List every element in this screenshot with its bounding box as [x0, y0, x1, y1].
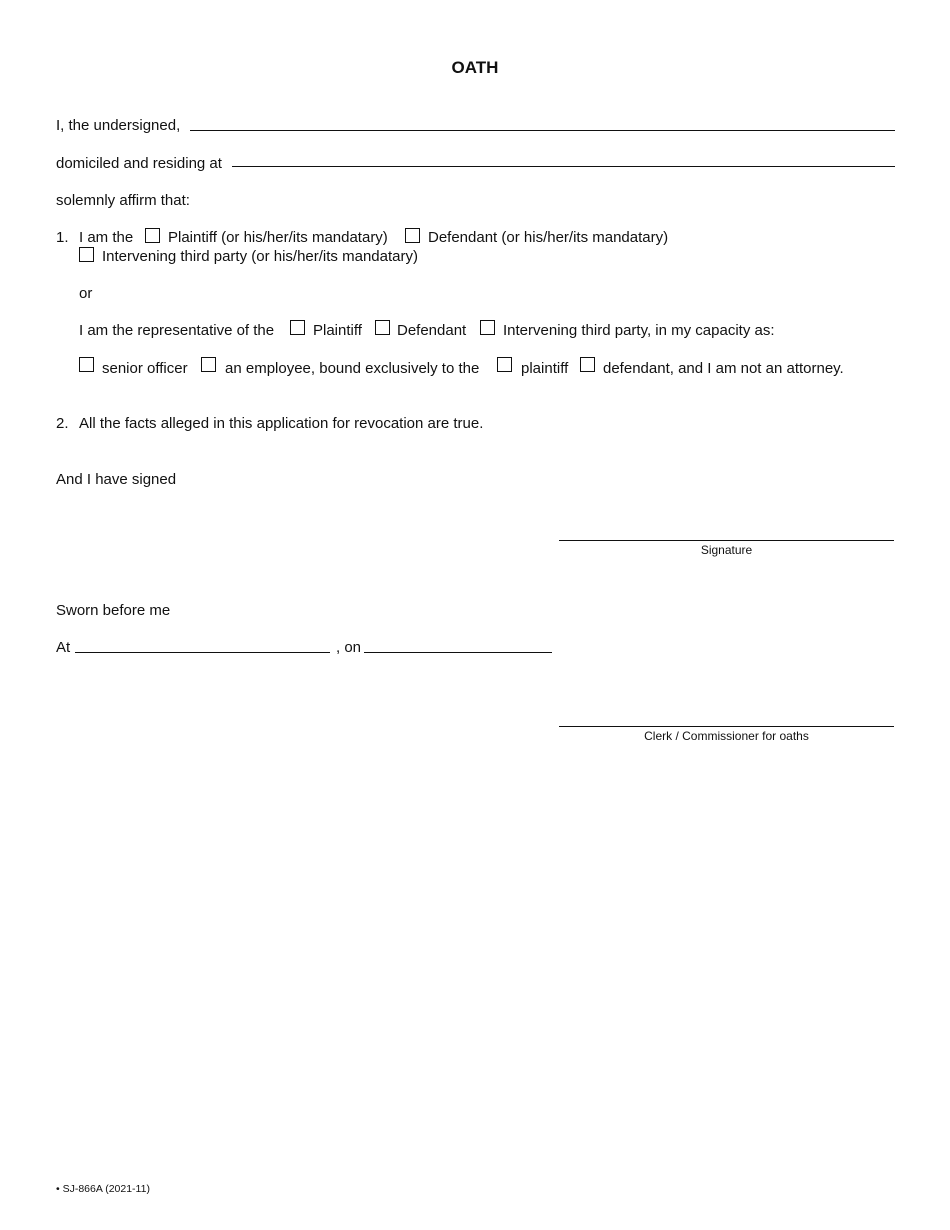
- intervening-checkbox[interactable]: [79, 247, 94, 262]
- plaintiff-option-label: Plaintiff (or his/her/its mandatary): [168, 229, 388, 246]
- rep-intervening-checkbox[interactable]: [480, 320, 495, 335]
- item1-number: 1.: [56, 229, 69, 246]
- plaintiff-checkbox[interactable]: [145, 228, 160, 243]
- party-plaintiff-checkbox[interactable]: [497, 357, 512, 372]
- party-defendant-label: defendant, and I am not an attorney.: [603, 360, 844, 377]
- clerk-signature-line[interactable]: [559, 726, 894, 727]
- senior-officer-label: senior officer: [102, 360, 188, 377]
- signature-label: Signature: [700, 543, 753, 557]
- undersigned-label: I, the undersigned,: [56, 117, 181, 134]
- item1-lead: I am the: [79, 229, 134, 246]
- signed-text: And I have signed: [56, 471, 177, 488]
- defendant-option-label: Defendant (or his/her/its mandatary): [428, 229, 669, 246]
- rep-defendant-checkbox[interactable]: [375, 320, 390, 335]
- undersigned-field[interactable]: [190, 117, 895, 131]
- item2-number: 2.: [56, 415, 69, 432]
- at-field[interactable]: [75, 640, 330, 653]
- employee-label: an employee, bound exclusively to the: [225, 360, 480, 377]
- form-code: • SJ-866A (2021-11): [56, 1183, 150, 1195]
- on-date-field[interactable]: [364, 640, 552, 653]
- domicile-field[interactable]: [232, 153, 895, 167]
- party-plaintiff-label: plaintiff: [521, 360, 569, 377]
- signature-line[interactable]: [559, 540, 894, 541]
- sworn-text: Sworn before me: [56, 602, 171, 619]
- rep-plaintiff-label: Plaintiff: [313, 322, 362, 339]
- rep-intervening-label: Intervening third party, in my capacity as:: [503, 322, 775, 339]
- rep-defendant-label: Defendant: [397, 322, 467, 339]
- at-label: At: [56, 639, 71, 656]
- intervening-option-label: Intervening third party (or his/her/its mandatary): [102, 248, 418, 265]
- party-defendant-checkbox[interactable]: [580, 357, 595, 372]
- employee-checkbox[interactable]: [201, 357, 216, 372]
- representative-lead: I am the representative of the: [79, 322, 275, 339]
- page-title: OATH: [451, 58, 499, 77]
- affirm-text: solemnly affirm that:: [56, 192, 190, 209]
- domicile-label: domiciled and residing at: [56, 155, 222, 172]
- clerk-label: Clerk / Commissioner for oaths: [644, 729, 809, 743]
- item2-text: All the facts alleged in this application for revocation are true.: [79, 415, 484, 432]
- or-text: or: [79, 285, 93, 302]
- senior-officer-checkbox[interactable]: [79, 357, 94, 372]
- defendant-checkbox[interactable]: [405, 228, 420, 243]
- rep-plaintiff-checkbox[interactable]: [290, 320, 305, 335]
- on-label: , on: [336, 639, 362, 656]
